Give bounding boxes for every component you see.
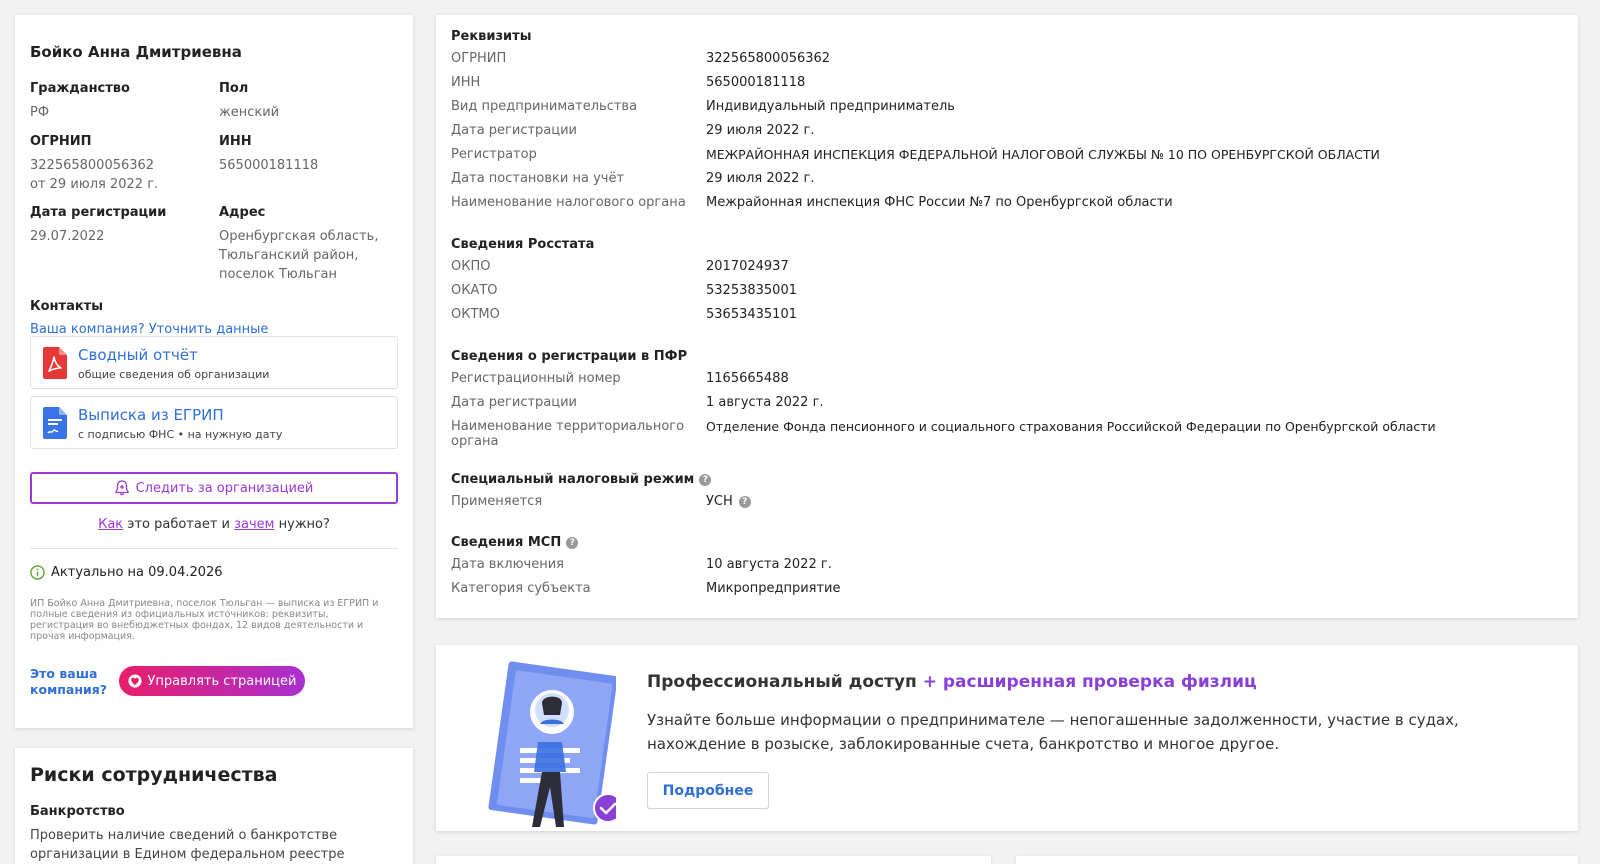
address-label: Адрес (219, 205, 266, 220)
promo-title-main: Профессиональный доступ (647, 672, 917, 692)
citizenship-field (30, 79, 210, 122)
row-key: Наименование налогового органа (451, 195, 686, 210)
entity-summary-card (15, 15, 413, 728)
bell-plus-icon (115, 480, 129, 496)
address-line-2: Тюльганский район, (219, 248, 359, 263)
requisites-title: Реквизиты (451, 29, 532, 44)
row-value (706, 494, 751, 509)
row-value: 10 августа 2022 г. (706, 557, 832, 572)
row-value: 2017024937 (706, 259, 789, 274)
egrip-extract-title: Выписка из ЕГРИП (78, 406, 224, 424)
row-key: Вид предпринимательства (451, 99, 638, 114)
person-profile-illustration (476, 660, 616, 830)
help-icon[interactable]: ? (566, 537, 578, 549)
promo-description: Узнайте больше информации о предпринимателе — непогашенные задолженности, участие в судах, нахождение в розыске, заблокированные счета, банкротство и многое другое. (647, 711, 1459, 753)
egrip-extract-button[interactable] (30, 396, 398, 449)
citizenship-value: РФ (30, 105, 50, 120)
row-value: 565000181118 (706, 75, 806, 90)
egrip-extract-subtitle: с подписью ФНС • на нужную дату (78, 428, 283, 441)
row-key: ОКАТО (451, 283, 498, 298)
help-icon[interactable]: ? (699, 474, 711, 486)
summary-report-button[interactable] (30, 336, 398, 389)
regdate-label: Дата регистрации (30, 205, 167, 220)
bankruptcy-text: Проверить наличие сведений о банкротстве организации в Едином федеральном реестре (30, 828, 345, 862)
row-key: Дата регистрации (451, 395, 578, 410)
row-key: ОКПО (451, 259, 491, 274)
row-key: Регистратор (451, 147, 537, 162)
row-key: ИНН (451, 75, 481, 90)
how-end-text: нужно? (274, 517, 330, 532)
more-details-button[interactable]: Подробнее (647, 772, 769, 809)
info-circle-icon (30, 565, 45, 580)
divider (30, 548, 398, 549)
gender-field (219, 79, 399, 122)
is-it-your-company-link[interactable]: Это ваша компания? (30, 666, 108, 697)
manage-page-button[interactable] (119, 666, 305, 696)
regdate-field (30, 203, 210, 246)
actuality-status (30, 565, 223, 580)
entity-name: Бойко Анна Дмитриевна (30, 43, 242, 61)
row-key: Категория субъекта (451, 581, 591, 596)
promo-title (647, 672, 1257, 692)
gender-label: Пол (219, 81, 249, 96)
summary-report-subtitle: общие сведения об организации (78, 368, 270, 381)
tax-regime-title (451, 472, 711, 487)
tax-regime-title-text: Специальный налоговый режим (451, 472, 695, 487)
inn-field (219, 132, 399, 175)
pro-access-promo-card (436, 645, 1578, 831)
pfr-title: Сведения о регистрации в ПФР (451, 349, 688, 364)
row-value: 322565800056362 (706, 51, 831, 66)
cooperation-risks-card (15, 748, 413, 864)
actuality-text: Актуально на 09.04.2026 (51, 565, 223, 580)
bottom-card-left (436, 856, 991, 864)
row-key: Применяется (451, 494, 543, 509)
promo-title-accent: + расширенная проверка физлиц (922, 672, 1257, 692)
why-link[interactable]: зачем (234, 517, 275, 532)
rosstat-title: Сведения Росстата (451, 237, 595, 252)
bottom-card-right (1016, 856, 1578, 864)
row-value: 53653435101 (706, 307, 797, 322)
signed-document-icon (43, 407, 67, 439)
msp-title (451, 535, 578, 550)
row-key: ОКТМО (451, 307, 500, 322)
row-value: Индивидуальный предприниматель (706, 99, 955, 114)
shield-heart-icon (128, 674, 142, 688)
gender-value: женский (219, 105, 280, 120)
clarify-data-link[interactable]: Ваша компания? Уточнить данные (30, 322, 269, 337)
how-link[interactable]: Как (98, 517, 124, 532)
row-key: Дата включения (451, 557, 565, 572)
citizenship-label: Гражданство (30, 81, 130, 96)
row-key: Дата постановки на учёт (451, 171, 625, 186)
row-key: Регистрационный номер (451, 371, 621, 386)
msp-title-text: Сведения МСП (451, 535, 562, 550)
row-key: Наименование территориального органа (451, 419, 685, 449)
pdf-file-icon (43, 347, 67, 379)
help-icon[interactable]: ? (739, 496, 751, 508)
ogrnip-label: ОГРНИП (30, 134, 92, 149)
row-value: 53253835001 (706, 283, 797, 298)
row-value: Межрайонная инспекция ФНС России №7 по Оренбургской области (706, 195, 1173, 210)
row-value: 29 июля 2022 г. (706, 123, 815, 138)
regdate-value: 29.07.2022 (30, 229, 105, 244)
ogrnip-date: от 29 июля 2022 г. (30, 177, 159, 192)
page-disclaimer: ИП Бойко Анна Дмитриевна, поселок Тюльган — выписка из ЕГРИП и полные сведения из официальных источников: реквизиты, регистрация во внебюджетных фондах, 12 видов деятельности и прочая информация. (30, 598, 379, 642)
manage-button-label: Управлять страницей (147, 673, 297, 689)
address-field (219, 203, 399, 284)
row-value: МЕЖРАЙОННАЯ ИНСПЕКЦИЯ ФЕДЕРАЛЬНОЙ НАЛОГОВОЙ СЛУЖБЫ № 10 ПО ОРЕНБУРГСКОЙ ОБЛАСТИ (706, 147, 1380, 162)
row-value: 29 июля 2022 г. (706, 171, 815, 186)
row-key: ОГРНИП (451, 51, 507, 66)
inn-value: 565000181118 (219, 158, 319, 173)
address-line-3: поселок Тюльган (219, 267, 337, 282)
row-value: 1165665488 (706, 371, 789, 386)
summary-report-title: Сводный отчёт (78, 346, 198, 364)
risks-title: Риски сотрудничества (30, 764, 278, 786)
address-line-1: Оренбургская область, (219, 229, 379, 244)
bankruptcy-label: Банкротство (30, 804, 125, 819)
row-value: Отделение Фонда пенсионного и социального страхования Российской Федерации по Оренбургской области (706, 419, 1436, 434)
follow-organization-button[interactable] (30, 472, 398, 504)
row-value: Микропредприятие (706, 581, 841, 596)
contacts-label: Контакты (30, 299, 103, 314)
tax-regime-value: УСН (706, 494, 733, 509)
row-key: Дата регистрации (451, 123, 578, 138)
how-it-works-line (30, 517, 398, 532)
row-value: 1 августа 2022 г. (706, 395, 824, 410)
inn-label: ИНН (219, 134, 252, 149)
follow-button-label: Следить за организацией (135, 480, 314, 496)
ogrnip-value: 322565800056362 (30, 158, 155, 173)
requisites-card (436, 15, 1578, 618)
ogrnip-field (30, 132, 210, 194)
how-middle-text: это работает и (123, 517, 235, 532)
